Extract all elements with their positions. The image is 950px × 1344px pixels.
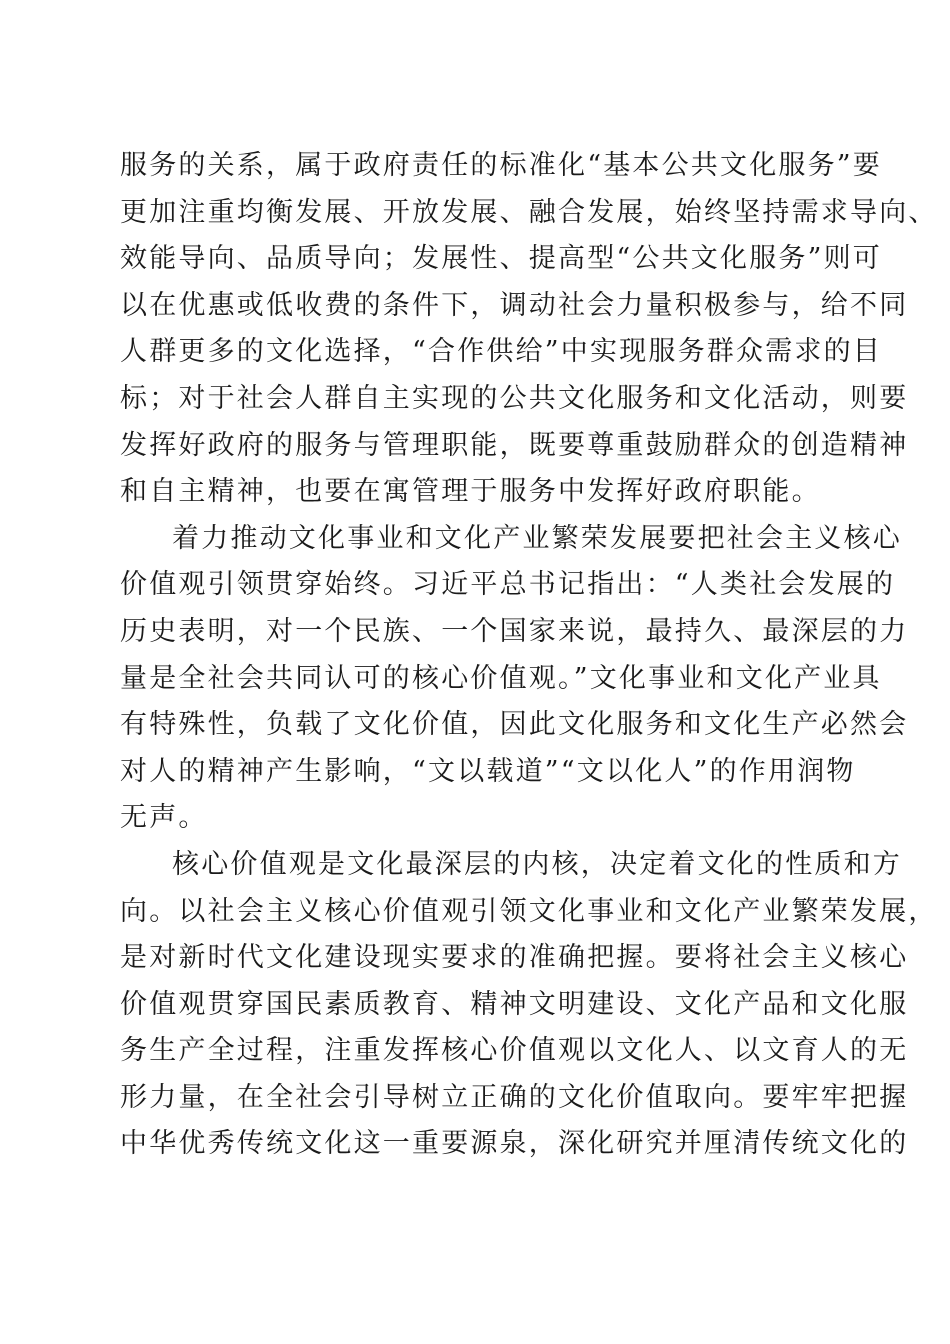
text-line: 历史表明，对一个民族、一个国家来说，最持久、最深层的力 [120, 615, 909, 647]
text-line: 更加注重均衡发展、开放发展、融合发展，始终坚持需求导向、 [120, 196, 938, 228]
text-line: 对人的精神产生影响，“文以载道”“文以化人”的作用润物 [120, 755, 856, 787]
text-line: 务生产全过程，注重发挥核心价值观以文化人、以文育人的无 [120, 1035, 909, 1067]
text-line: 中华优秀传统文化这一重要源泉，深化研究并厘清传统文化的 [120, 1128, 909, 1160]
text-line: 价值观贯穿国民素质教育、精神文明建设、文化产品和文化服 [120, 988, 909, 1020]
paragraph-start-line: 着力推动文化事业和文化产业繁荣发展要把社会主义核心 [172, 522, 902, 554]
text-line: 效能导向、品质导向；发展性、提高型“公共文化服务”则可 [120, 243, 883, 275]
text-line: 发挥好政府的服务与管理职能，既要尊重鼓励群众的创造精神 [120, 429, 909, 461]
text-line: 量是全社会共同认可的核心价值观。”文化事业和文化产业具 [120, 662, 882, 694]
text-line: 人群更多的文化选择，“合作供给”中实现服务群众需求的目 [120, 336, 883, 368]
text-line: 和自主精神，也要在寓管理于服务中发挥好政府职能。 [120, 476, 821, 508]
text-line: 无声。 [120, 802, 208, 834]
text-line: 是对新时代文化建设现实要求的准确把握。要将社会主义核心 [120, 942, 909, 974]
text-line: 向。以社会主义核心价值观引领文化事业和文化产业繁荣发展， [120, 895, 938, 927]
text-line: 以在优惠或低收费的条件下，调动社会力量积极参与，给不同 [120, 289, 909, 321]
text-line: 价值观引领贯穿始终。习近平总书记指出：“人类社会发展的 [120, 569, 896, 601]
text-line: 服务的关系，属于政府责任的标准化“基本公共文化服务”要 [120, 150, 883, 181]
text-line: 有特殊性，负载了文化价值，因此文化服务和文化生产必然会 [120, 709, 909, 741]
paragraph-start-line: 核心价值观是文化最深层的内核，决定着文化的性质和方 [172, 848, 902, 880]
text-line: 标；对于社会人群自主实现的公共文化服务和文化活动，则要 [120, 382, 909, 414]
document-body [120, 143, 938, 1168]
text-line: 形力量，在全社会引导树立正确的文化价值取向。要牢牢把握 [120, 1081, 909, 1113]
